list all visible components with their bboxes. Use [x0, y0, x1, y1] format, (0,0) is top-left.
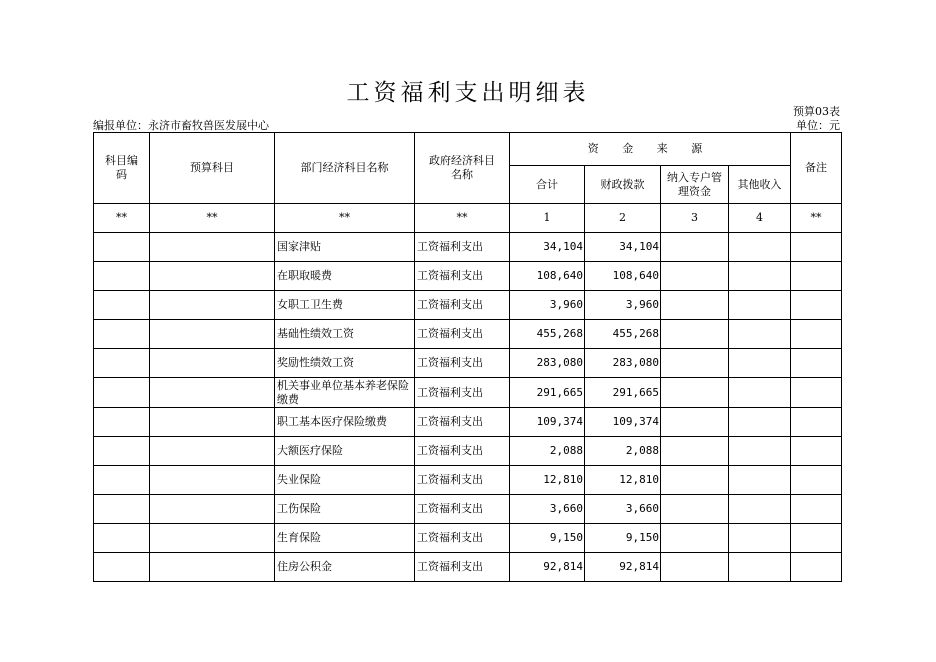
code-cell	[94, 378, 150, 408]
code-cell	[94, 466, 150, 495]
special-fund-cell	[661, 524, 729, 553]
dept-econ-name-cell: 生育保险	[275, 524, 415, 553]
gov-econ-name-cell: 工资福利支出	[415, 437, 510, 466]
header-budget-subject: 预算科目	[150, 133, 275, 204]
table-row	[94, 320, 842, 349]
fiscal-cell: 291,665	[585, 378, 661, 408]
special-fund-cell	[661, 495, 729, 524]
gov-econ-name-cell: 工资福利支出	[415, 553, 510, 582]
form-number: 预算03表	[793, 105, 840, 118]
gov-econ-name-cell: 工资福利支出	[415, 262, 510, 291]
fiscal-cell: 9,150	[585, 524, 661, 553]
remarks-cell	[791, 408, 842, 437]
index-cell: 1	[510, 204, 585, 233]
fiscal-cell: 2,088	[585, 437, 661, 466]
code-cell	[94, 233, 150, 262]
remarks-cell	[791, 349, 842, 378]
remarks-cell	[791, 262, 842, 291]
currency-unit: 单位：元	[796, 119, 840, 132]
other-income-cell	[729, 291, 791, 320]
header-remarks: 备注	[791, 133, 842, 204]
special-fund-cell	[661, 233, 729, 262]
remarks-cell	[791, 233, 842, 262]
fiscal-cell: 3,660	[585, 495, 661, 524]
budget-subject-cell	[150, 495, 275, 524]
total-cell: 283,080	[510, 349, 585, 378]
reporting-unit: 编报单位：永济市畜牧兽医发展中心	[93, 119, 269, 132]
gov-econ-name-cell: 工资福利支出	[415, 408, 510, 437]
special-fund-cell	[661, 378, 729, 408]
budget-subject-cell	[150, 524, 275, 553]
other-income-cell	[729, 495, 791, 524]
budget-subject-cell	[150, 349, 275, 378]
code-cell	[94, 553, 150, 582]
fiscal-cell: 109,374	[585, 408, 661, 437]
gov-econ-name-cell: 工资福利支出	[415, 320, 510, 349]
remarks-cell	[791, 320, 842, 349]
budget-subject-cell	[150, 466, 275, 495]
remarks-cell	[791, 524, 842, 553]
remarks-cell	[791, 553, 842, 582]
special-fund-cell	[661, 553, 729, 582]
code-cell	[94, 291, 150, 320]
total-cell: 34,104	[510, 233, 585, 262]
remarks-cell	[791, 437, 842, 466]
index-cell: 4	[729, 204, 791, 233]
page-title: 工资福利支出明细表	[346, 80, 590, 106]
index-cell: 2	[585, 204, 661, 233]
remarks-cell	[791, 495, 842, 524]
budget-subject-cell	[150, 437, 275, 466]
fiscal-cell: 283,080	[585, 349, 661, 378]
gov-econ-name-cell: 工资福利支出	[415, 466, 510, 495]
code-cell	[94, 408, 150, 437]
other-income-cell	[729, 553, 791, 582]
gov-econ-name-cell: 工资福利支出	[415, 349, 510, 378]
special-fund-cell	[661, 320, 729, 349]
special-fund-cell	[661, 437, 729, 466]
header-other-income: 其他收入	[729, 166, 791, 204]
table-row	[94, 553, 842, 582]
header-dept-econ-name: 部门经济科目名称	[275, 133, 415, 204]
dept-econ-name-cell: 奖励性绩效工资	[275, 349, 415, 378]
code-cell	[94, 437, 150, 466]
special-fund-cell	[661, 408, 729, 437]
total-cell: 109,374	[510, 408, 585, 437]
index-cell: **	[150, 204, 275, 233]
budget-subject-cell	[150, 291, 275, 320]
index-cell: 3	[661, 204, 729, 233]
budget-subject-cell	[150, 378, 275, 408]
budget-subject-cell	[150, 262, 275, 291]
header-fiscal: 财政拨款	[585, 166, 661, 204]
header-total: 合计	[510, 166, 585, 204]
fiscal-cell: 34,104	[585, 233, 661, 262]
total-cell: 108,640	[510, 262, 585, 291]
fiscal-cell: 3,960	[585, 291, 661, 320]
special-fund-cell	[661, 466, 729, 495]
salary-welfare-table	[93, 132, 842, 582]
special-fund-cell	[661, 291, 729, 320]
header-special-fund: 纳入专户管理资金	[661, 166, 729, 204]
total-cell: 3,960	[510, 291, 585, 320]
gov-econ-name-cell: 工资福利支出	[415, 378, 510, 408]
total-cell: 3,660	[510, 495, 585, 524]
other-income-cell	[729, 262, 791, 291]
dept-econ-name-cell: 失业保险	[275, 466, 415, 495]
other-income-cell	[729, 408, 791, 437]
header-gov-econ-name: 政府经济科目名称	[415, 133, 510, 204]
index-cell: **	[791, 204, 842, 233]
dept-econ-name-cell: 住房公积金	[275, 553, 415, 582]
budget-subject-cell	[150, 408, 275, 437]
budget-subject-cell	[150, 233, 275, 262]
table-row	[94, 233, 842, 262]
remarks-cell	[791, 378, 842, 408]
remarks-cell	[791, 466, 842, 495]
total-cell: 2,088	[510, 437, 585, 466]
special-fund-cell	[661, 349, 729, 378]
dept-econ-name-cell: 基础性绩效工资	[275, 320, 415, 349]
other-income-cell	[729, 378, 791, 408]
table-row	[94, 408, 842, 437]
code-cell	[94, 495, 150, 524]
code-cell	[94, 320, 150, 349]
table-row	[94, 495, 842, 524]
index-cell: **	[94, 204, 150, 233]
gov-econ-name-cell: 工资福利支出	[415, 495, 510, 524]
other-income-cell	[729, 349, 791, 378]
other-income-cell	[729, 233, 791, 262]
header-fund-source: 资 金 来 源	[510, 133, 791, 166]
total-cell: 291,665	[510, 378, 585, 408]
total-cell: 92,814	[510, 553, 585, 582]
table-row	[94, 378, 842, 408]
fiscal-cell: 92,814	[585, 553, 661, 582]
fiscal-cell: 108,640	[585, 262, 661, 291]
other-income-cell	[729, 437, 791, 466]
total-cell: 455,268	[510, 320, 585, 349]
index-cell: **	[415, 204, 510, 233]
dept-econ-name-cell: 在职取暖费	[275, 262, 415, 291]
gov-econ-name-cell: 工资福利支出	[415, 233, 510, 262]
dept-econ-name-cell: 职工基本医疗保险缴费	[275, 408, 415, 437]
table-row	[94, 437, 842, 466]
header-code: 科目编码	[94, 133, 150, 204]
table-row	[94, 466, 842, 495]
total-cell: 12,810	[510, 466, 585, 495]
other-income-cell	[729, 320, 791, 349]
dept-econ-name-cell: 国家津贴	[275, 233, 415, 262]
code-cell	[94, 349, 150, 378]
budget-subject-cell	[150, 553, 275, 582]
total-cell: 9,150	[510, 524, 585, 553]
gov-econ-name-cell: 工资福利支出	[415, 291, 510, 320]
remarks-cell	[791, 291, 842, 320]
dept-econ-name-cell: 工伤保险	[275, 495, 415, 524]
fiscal-cell: 455,268	[585, 320, 661, 349]
table-row	[94, 349, 842, 378]
dept-econ-name-cell: 女职工卫生费	[275, 291, 415, 320]
table-row	[94, 524, 842, 553]
other-income-cell	[729, 524, 791, 553]
other-income-cell	[729, 466, 791, 495]
table-row	[94, 262, 842, 291]
special-fund-cell	[661, 262, 729, 291]
dept-econ-name-cell: 大额医疗保险	[275, 437, 415, 466]
table-row	[94, 291, 842, 320]
code-cell	[94, 262, 150, 291]
dept-econ-name-cell: 机关事业单位基本养老保险缴费	[275, 378, 415, 408]
fiscal-cell: 12,810	[585, 466, 661, 495]
code-cell	[94, 524, 150, 553]
gov-econ-name-cell: 工资福利支出	[415, 524, 510, 553]
index-cell: **	[275, 204, 415, 233]
budget-subject-cell	[150, 320, 275, 349]
